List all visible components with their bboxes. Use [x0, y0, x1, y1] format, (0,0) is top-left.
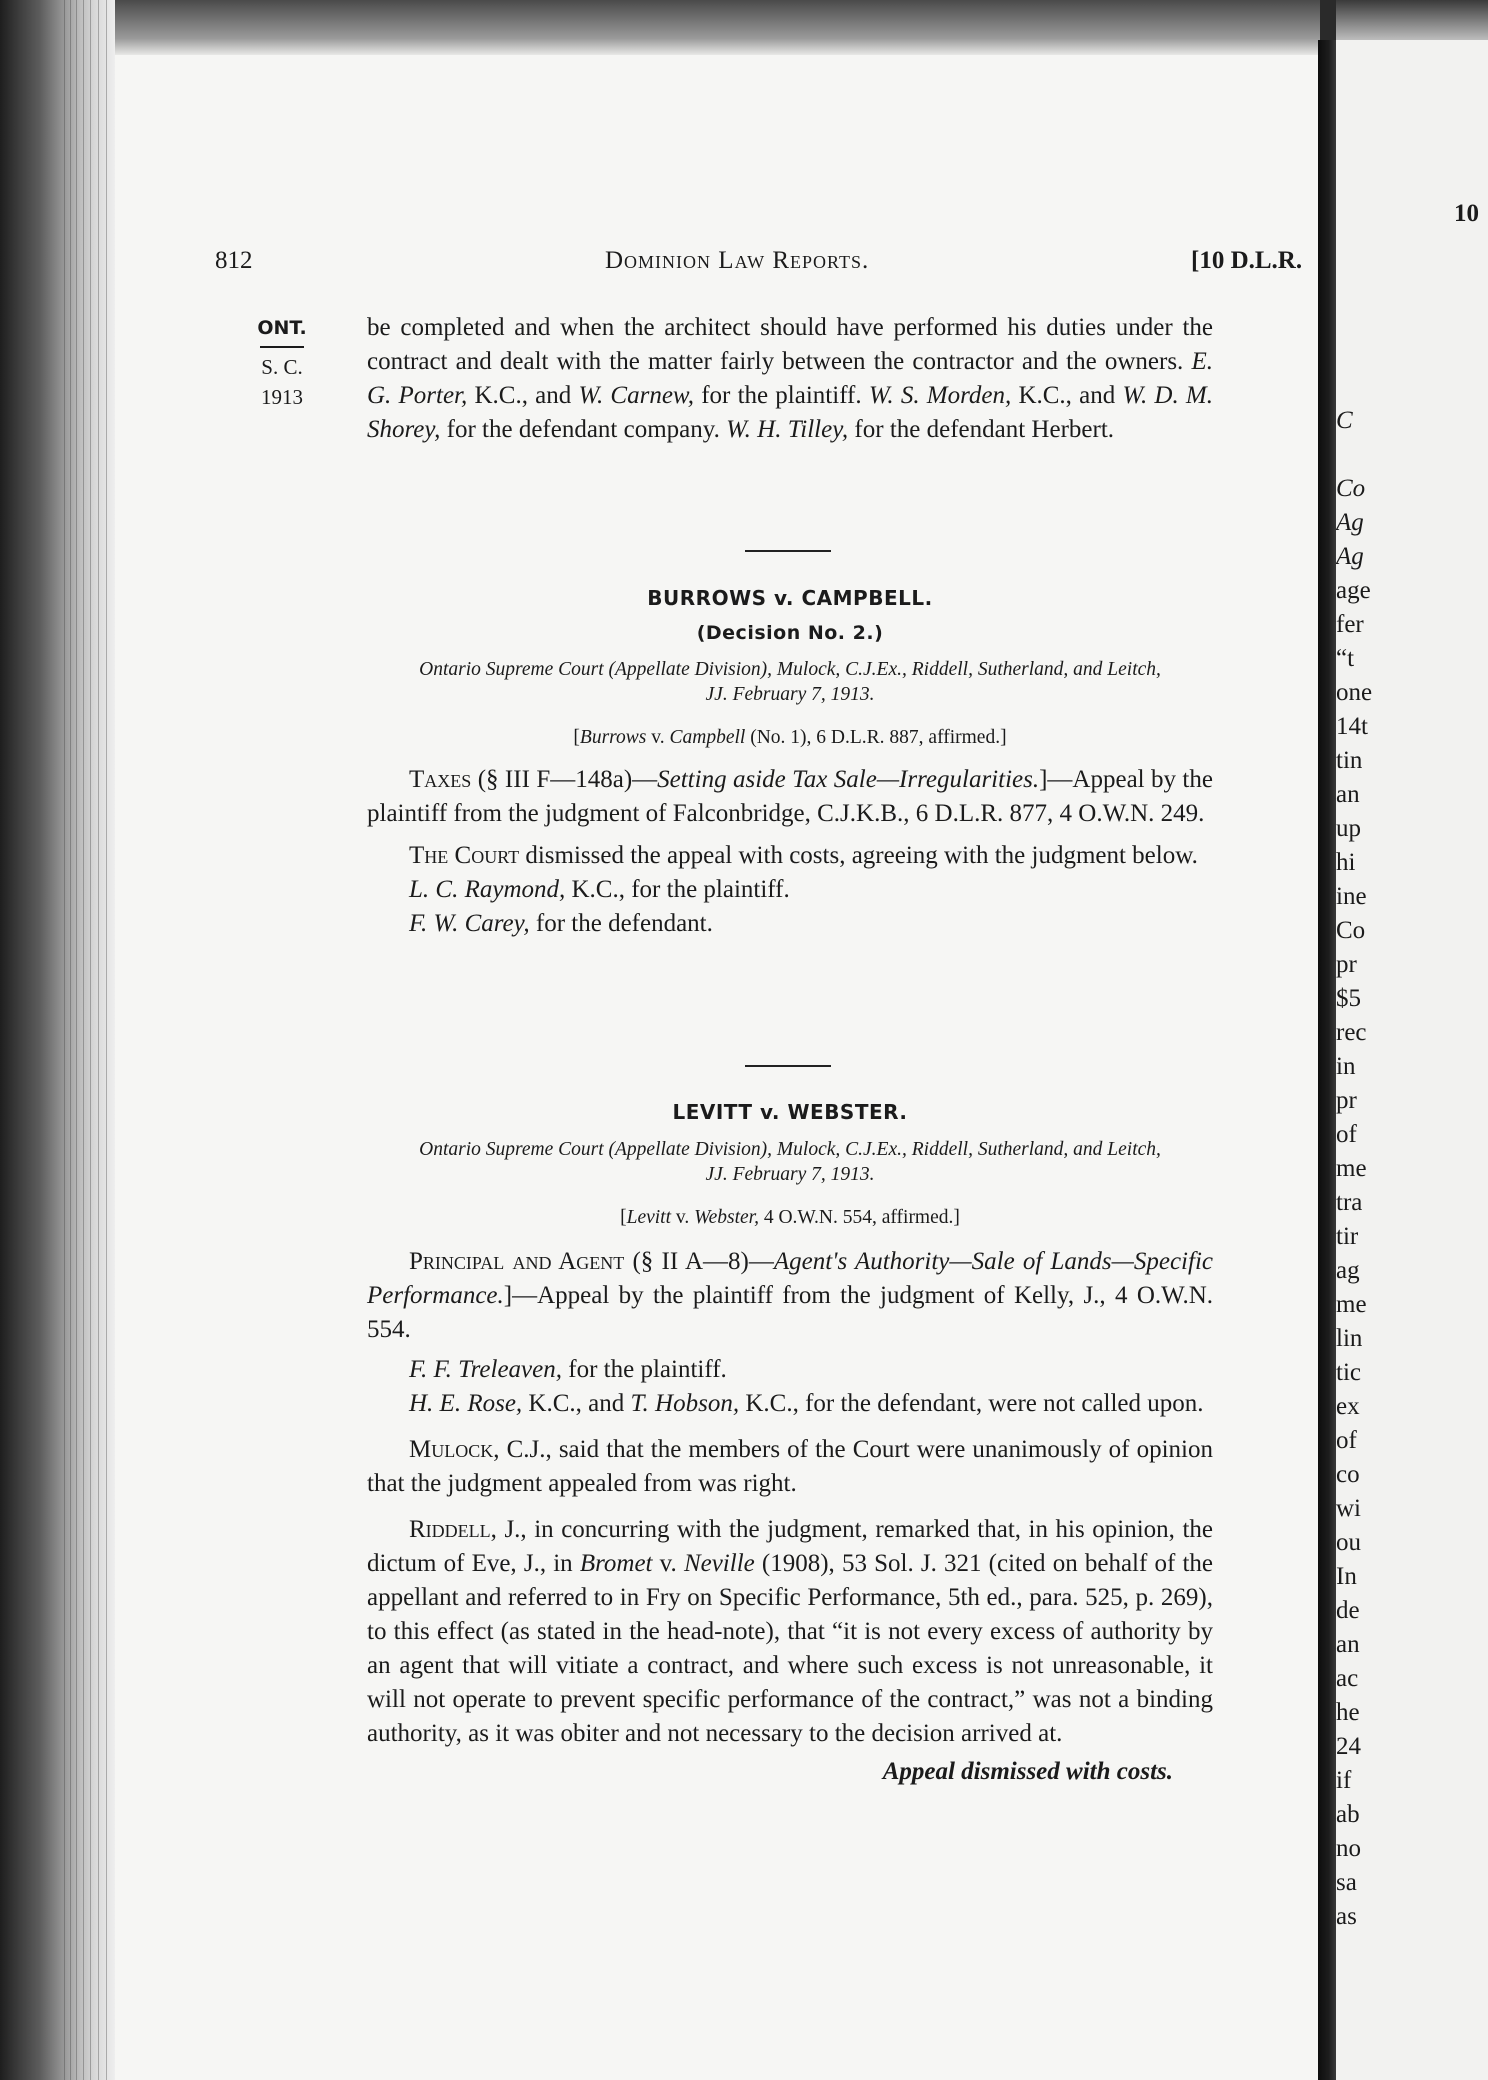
judgment-text: (1908), 53 Sol. J. 321 (cited on behalf of the appellant and referred to in Fry on Specific Performance, 5th ed., para. 525, p. 269), to this effect (as stated in the head-note), that “it is not every excess of authority by an agent that will vitiate a contract, and where such excess is not unreasonable, it will not operate to prevent specific performance of the contract,” was not a binding authority, as it was obiter and not necessary to the decision arrived at. [367, 1550, 1213, 1747]
volume-reference: [10 D.L.R. [1191, 247, 1303, 274]
right-page-line-fragment: no [1336, 1835, 1361, 1862]
counsel-name: W. Carnew, [578, 382, 695, 409]
running-head [115, 247, 1320, 287]
counsel-name: L. C. Raymond, [409, 876, 566, 903]
counsel-role: for the plaintiff. [562, 1356, 727, 1383]
counsel-name: E. G. Porter, [367, 348, 1213, 409]
headnote-subject: Agent's Authority—Sale of Lands—Specific Performance. [367, 1248, 1213, 1309]
continuation-text: K.C., and [467, 382, 579, 409]
right-page-line-fragment: co [1336, 1461, 1360, 1488]
headnote-topic: Taxes [409, 766, 472, 793]
headnote-topic: Principal and Agent [409, 1248, 625, 1275]
continuation-text: for the defendant company. [440, 416, 727, 443]
court-line: Ontario Supreme Court (Appellate Division), Mulock, C.J.Ex., Riddell, Sutherland, and Leitch, JJ. February 7, 1913. [419, 659, 1161, 705]
right-page-line-fragment: one [1336, 679, 1373, 706]
judgment-mulock [367, 1433, 1213, 1501]
counsel-joiner: K.C., and [522, 1390, 631, 1417]
running-title: Dominion Law Reports. [605, 247, 870, 274]
citation-party: Levitt [626, 1207, 672, 1228]
right-page-line-fragment: up [1336, 815, 1361, 842]
judgment-riddell [367, 1513, 1213, 1751]
result-text: dismissed the appeal with costs, agreeing with the judgment below. [519, 842, 1198, 869]
right-page-line-fragment: pr [1336, 1087, 1357, 1114]
citation-party: Webster, [694, 1207, 759, 1228]
citation-party: Campbell [669, 727, 746, 748]
right-page-line-fragment: C [1336, 407, 1353, 434]
counsel-line [367, 1387, 1213, 1421]
right-page-line-fragment: “t [1336, 645, 1355, 672]
citation-party: Burrows [579, 727, 647, 748]
headnote-subject: Setting aside Tax Sale—Irregularities. [657, 766, 1040, 793]
right-page-line-fragment: an [1336, 781, 1360, 808]
right-page-lines [1336, 370, 1488, 1934]
scan-shadow-top [115, 0, 1320, 55]
case-citation [367, 721, 1213, 755]
continuation-text: for the plaintiff. [694, 382, 869, 409]
right-page-line-fragment: 14t [1336, 713, 1368, 740]
judge-name: Riddell [409, 1516, 491, 1543]
counsel-name: W. D. M. Shorey, [367, 382, 1213, 443]
decision-number: (Decision No. 2.) [696, 622, 884, 644]
right-page-line-fragment: de [1336, 1597, 1360, 1624]
counsel-role: K.C., for the defendant, were not called upon. [739, 1390, 1204, 1417]
right-page-line-fragment: Co [1336, 475, 1366, 502]
right-page-line-fragment: sa [1336, 1869, 1357, 1896]
page-number: 812 [215, 247, 253, 274]
court-line: Ontario Supreme Court (Appellate Division), Mulock, C.J.Ex., Riddell, Sutherland, and Leitch, JJ. February 7, 1913. [419, 1139, 1161, 1185]
right-page-line-fragment: of [1336, 1121, 1357, 1148]
right-page-line-fragment: In [1336, 1563, 1357, 1590]
right-page-line-fragment: ag [1336, 1257, 1360, 1284]
continuation-text: K.C., and [1011, 382, 1123, 409]
case-title: BURROWS v. CAMPBELL. [647, 586, 933, 610]
margin-year: 1913 [261, 385, 303, 409]
right-page-line-fragment: me [1336, 1291, 1367, 1318]
counsel-role: for the defendant. [529, 910, 713, 937]
headnote-text: ]—Appeal by the plaintiff from the judgment of Falconbridge, C.J.K.B., 6 D.L.R. 877, 4 O.W.N. 249. [367, 766, 1213, 827]
right-page-line-fragment: lin [1336, 1325, 1363, 1352]
citation-v: v. [646, 727, 670, 748]
right-page-line-fragment: he [1336, 1699, 1360, 1726]
judgment-text: , C.J., said that the members of the Court were unanimously of opinion that the judgment appealed from was right. [367, 1436, 1213, 1497]
scan-shadow-top-right [1336, 0, 1488, 40]
citation-rest: 4 O.W.N. 554, affirmed.] [758, 1207, 960, 1228]
right-page-line-fragment: tra [1336, 1189, 1363, 1216]
right-page-header: 10 [1454, 200, 1479, 227]
right-page-line-fragment [1336, 370, 1488, 404]
case-citation [367, 1201, 1213, 1235]
right-page-line-fragment: tin [1336, 747, 1363, 774]
right-page-line-fragment: ex [1336, 1393, 1360, 1420]
case-title: LEVITT v. WEBSTER. [672, 1100, 908, 1124]
page-gutter [1318, 40, 1336, 2080]
right-page-line-fragment: tic [1336, 1359, 1361, 1386]
continuation-text: be completed and when the architect should have performed his duties under the contract and dealt with the matter fairly between the contractor and the owners. [367, 314, 1213, 375]
right-page-line-fragment: ab [1336, 1801, 1360, 1828]
counsel-name: W. S. Morden, [868, 382, 1012, 409]
section-separator [745, 550, 831, 552]
right-page-line-fragment: ou [1336, 1529, 1361, 1556]
headnote-text: ]—Appeal by the plaintiff from the judgment of Kelly, J., 4 O.W.N. 554. [367, 1282, 1213, 1343]
judgment-text: , J., in concurring with the judgment, remarked that, in his opinion, the dictum of Eve, J., in [367, 1516, 1213, 1577]
continuation-paragraph [367, 311, 1213, 447]
headnote [367, 1245, 1213, 1347]
citation-rest: (No. 1), 6 D.L.R. 887, affirmed.] [745, 727, 1007, 748]
right-page-line-fragment: 24 [1336, 1733, 1361, 1760]
case-burrows-v-campbell [367, 581, 1213, 941]
right-page-line-fragment: if [1336, 1767, 1352, 1794]
citation-v: v. [652, 1550, 684, 1577]
cited-party: Bromet [579, 1550, 653, 1577]
right-page-line-fragment: ac [1336, 1665, 1359, 1692]
disposition: Appeal dismissed with costs. [882, 1758, 1173, 1785]
right-page-line-fragment: tir [1336, 1223, 1359, 1250]
citation-bracket: [ [620, 1207, 627, 1228]
right-page-line-fragment: fer [1336, 611, 1364, 638]
right-page-line-fragment [1336, 438, 1488, 472]
book-spine-edge [0, 0, 115, 2080]
counsel-line [367, 873, 1213, 907]
counsel-name: T. Hobson, [630, 1390, 740, 1417]
counsel-line [367, 907, 1213, 941]
right-page-line-fragment: rec [1336, 1019, 1367, 1046]
counsel-name: F. W. Carey, [409, 910, 530, 937]
right-page-line-fragment: hi [1336, 849, 1356, 876]
margin-rule [260, 346, 304, 348]
margin-jurisdiction: ONT. [257, 317, 307, 339]
right-page-line-fragment: Ag [1336, 543, 1364, 570]
counsel-line [367, 1353, 1213, 1387]
result-lead: The Court [409, 842, 520, 869]
right-page-line-fragment: Co [1336, 917, 1366, 944]
right-page-line-fragment: as [1336, 1903, 1357, 1930]
section-separator [745, 1065, 831, 1067]
counsel-name: F. F. Treleaven, [409, 1356, 563, 1383]
continuation-text: for the defendant Herbert. [848, 416, 1115, 443]
counsel-role: K.C., for the plaintiff. [565, 876, 790, 903]
right-page-line-fragment: wi [1336, 1495, 1361, 1522]
margin-court: S. C. [261, 355, 303, 379]
right-page-line-fragment: an [1336, 1631, 1360, 1658]
right-page-line-fragment: pr [1336, 951, 1357, 978]
margin-note [247, 313, 317, 412]
page-812 [115, 55, 1320, 2080]
headnote-section: (§ II A—8)— [624, 1248, 774, 1275]
case-levitt-v-webster [367, 1095, 1213, 1789]
right-page-line-fragment: of [1336, 1427, 1357, 1454]
judge-name: Mulock [409, 1436, 494, 1463]
right-page-line-fragment: in [1336, 1053, 1356, 1080]
right-page-line-fragment: Ag [1336, 509, 1364, 536]
result-paragraph [367, 839, 1213, 873]
right-page-line-fragment: age [1336, 577, 1371, 604]
counsel-name: H. E. Rose, [409, 1390, 523, 1417]
citation-v: v. [671, 1207, 695, 1228]
right-page-line-fragment: ine [1336, 883, 1367, 910]
headnote-section: (§ III F—148a)— [471, 766, 658, 793]
right-page-line-fragment: me [1336, 1155, 1367, 1182]
citation-bracket: [ [573, 727, 580, 748]
counsel-name: W. H. Tilley, [726, 416, 849, 443]
page-813-fragment [1336, 40, 1488, 2080]
headnote [367, 763, 1213, 831]
cited-party: Neville [683, 1550, 755, 1577]
right-page-line-fragment: $5 [1336, 985, 1361, 1012]
